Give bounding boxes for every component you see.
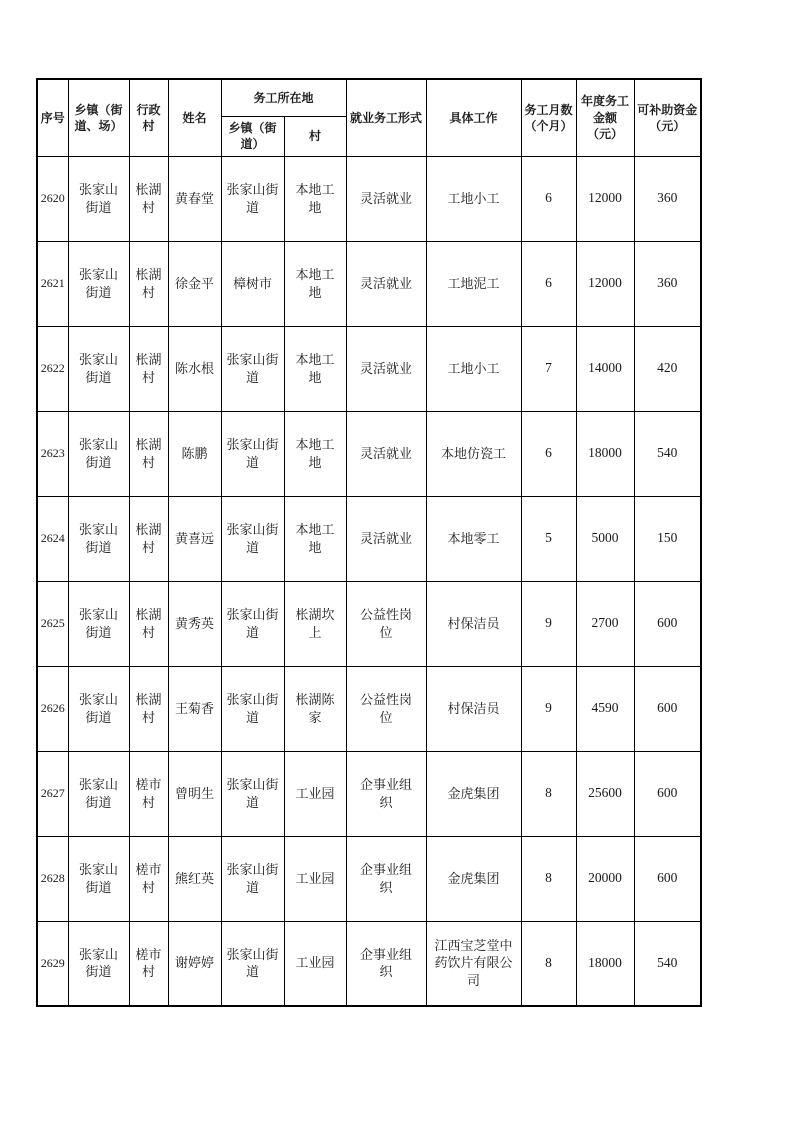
header-row-1 — [37, 79, 701, 116]
cell-town: 张家山街道 — [68, 751, 129, 836]
cell-village: 槎市村 — [129, 836, 168, 921]
cell-subsidy: 600 — [634, 751, 701, 836]
cell-amount: 18000 — [576, 921, 634, 1006]
cell-town: 张家山街道 — [68, 326, 129, 411]
cell-village: 枨湖村 — [129, 411, 168, 496]
cell-town: 张家山街道 — [68, 836, 129, 921]
cell-serial: 2622 — [37, 326, 68, 411]
cell-town: 张家山街道 — [68, 241, 129, 326]
cell-employment-form: 公益性岗位 — [346, 666, 426, 751]
cell-town: 张家山街道 — [68, 496, 129, 581]
cell-name: 陈鹏 — [168, 411, 221, 496]
table-row — [37, 411, 701, 496]
cell-serial: 2629 — [37, 921, 68, 1006]
cell-name: 曾明生 — [168, 751, 221, 836]
cell-serial: 2628 — [37, 836, 68, 921]
cell-village: 枨湖村 — [129, 581, 168, 666]
cell-name: 陈水根 — [168, 326, 221, 411]
cell-work-village: 工业园 — [284, 836, 346, 921]
cell-serial: 2624 — [37, 496, 68, 581]
cell-subsidy: 600 — [634, 836, 701, 921]
cell-employment-form: 企事业组织 — [346, 921, 426, 1006]
cell-serial: 2626 — [37, 666, 68, 751]
cell-serial: 2620 — [37, 156, 68, 241]
cell-town: 张家山街道 — [68, 581, 129, 666]
cell-job: 工地泥工 — [426, 241, 521, 326]
employment-subsidy-table — [36, 78, 702, 1007]
cell-amount: 14000 — [576, 326, 634, 411]
cell-name: 熊红英 — [168, 836, 221, 921]
table-row — [37, 836, 701, 921]
table-row — [37, 241, 701, 326]
cell-subsidy: 540 — [634, 411, 701, 496]
cell-job: 本地仿瓷工 — [426, 411, 521, 496]
cell-amount: 20000 — [576, 836, 634, 921]
cell-work-village: 枨湖陈家 — [284, 666, 346, 751]
cell-job: 村保洁员 — [426, 666, 521, 751]
cell-employment-form: 公益性岗位 — [346, 581, 426, 666]
cell-amount: 5000 — [576, 496, 634, 581]
cell-serial: 2625 — [37, 581, 68, 666]
cell-amount: 25600 — [576, 751, 634, 836]
cell-work-town: 张家山街道 — [221, 921, 284, 1006]
cell-months: 9 — [521, 581, 576, 666]
cell-village: 枨湖村 — [129, 326, 168, 411]
cell-subsidy: 360 — [634, 241, 701, 326]
header-months: 务工月数（个月） — [521, 79, 576, 156]
header-work-town: 乡镇（街道） — [221, 116, 284, 156]
cell-work-town: 张家山街道 — [221, 326, 284, 411]
header-employment-form: 就业务工形式 — [346, 79, 426, 156]
cell-months: 6 — [521, 411, 576, 496]
header-subsidy: 可补助资金（元） — [634, 79, 701, 156]
cell-work-town: 张家山街道 — [221, 581, 284, 666]
cell-job: 村保洁员 — [426, 581, 521, 666]
header-town: 乡镇（街道、场） — [68, 79, 129, 156]
cell-job: 工地小工 — [426, 156, 521, 241]
cell-employment-form: 灵活就业 — [346, 241, 426, 326]
cell-work-village: 工业园 — [284, 921, 346, 1006]
cell-employment-form: 灵活就业 — [346, 411, 426, 496]
cell-employment-form: 灵活就业 — [346, 326, 426, 411]
cell-work-village: 本地工地 — [284, 156, 346, 241]
cell-months: 6 — [521, 156, 576, 241]
cell-village: 枨湖村 — [129, 496, 168, 581]
cell-name: 黄秀英 — [168, 581, 221, 666]
table-row — [37, 156, 701, 241]
header-amount: 年度务工金额（元） — [576, 79, 634, 156]
cell-work-town: 张家山街道 — [221, 666, 284, 751]
table-row — [37, 326, 701, 411]
cell-amount: 4590 — [576, 666, 634, 751]
cell-work-town: 张家山街道 — [221, 496, 284, 581]
header-work-location-group: 务工所在地 — [221, 79, 346, 116]
cell-subsidy: 600 — [634, 666, 701, 751]
table-row — [37, 581, 701, 666]
cell-months: 6 — [521, 241, 576, 326]
cell-village: 槎市村 — [129, 751, 168, 836]
cell-village: 枨湖村 — [129, 156, 168, 241]
cell-name: 王菊香 — [168, 666, 221, 751]
cell-work-village: 工业园 — [284, 751, 346, 836]
table-row — [37, 751, 701, 836]
cell-village: 枨湖村 — [129, 241, 168, 326]
cell-amount: 12000 — [576, 156, 634, 241]
cell-job: 金虎集团 — [426, 836, 521, 921]
cell-name: 黄喜远 — [168, 496, 221, 581]
cell-subsidy: 540 — [634, 921, 701, 1006]
cell-town: 张家山街道 — [68, 921, 129, 1006]
cell-serial: 2621 — [37, 241, 68, 326]
cell-months: 8 — [521, 751, 576, 836]
cell-employment-form: 灵活就业 — [346, 156, 426, 241]
header-serial: 序号 — [37, 79, 68, 156]
cell-work-village: 枨湖坎上 — [284, 581, 346, 666]
header-job: 具体工作 — [426, 79, 521, 156]
cell-months: 7 — [521, 326, 576, 411]
cell-village: 枨湖村 — [129, 666, 168, 751]
cell-employment-form: 灵活就业 — [346, 496, 426, 581]
cell-name: 徐金平 — [168, 241, 221, 326]
cell-subsidy: 150 — [634, 496, 701, 581]
cell-serial: 2627 — [37, 751, 68, 836]
cell-town: 张家山街道 — [68, 156, 129, 241]
cell-work-village: 本地工地 — [284, 411, 346, 496]
cell-work-village: 本地工地 — [284, 241, 346, 326]
cell-town: 张家山街道 — [68, 411, 129, 496]
cell-work-village: 本地工地 — [284, 496, 346, 581]
cell-amount: 2700 — [576, 581, 634, 666]
header-name: 姓名 — [168, 79, 221, 156]
cell-months: 5 — [521, 496, 576, 581]
cell-employment-form: 企事业组织 — [346, 751, 426, 836]
cell-months: 9 — [521, 666, 576, 751]
cell-serial: 2623 — [37, 411, 68, 496]
cell-subsidy: 600 — [634, 581, 701, 666]
cell-amount: 12000 — [576, 241, 634, 326]
header-village: 行政村 — [129, 79, 168, 156]
cell-job: 江西宝芝堂中药饮片有限公司 — [426, 921, 521, 1006]
cell-name: 谢婷婷 — [168, 921, 221, 1006]
cell-job: 本地零工 — [426, 496, 521, 581]
table-row — [37, 496, 701, 581]
cell-employment-form: 企事业组织 — [346, 836, 426, 921]
table-header — [37, 79, 701, 156]
cell-work-town: 张家山街道 — [221, 836, 284, 921]
cell-subsidy: 360 — [634, 156, 701, 241]
cell-village: 槎市村 — [129, 921, 168, 1006]
cell-work-town: 张家山街道 — [221, 411, 284, 496]
cell-job: 工地小工 — [426, 326, 521, 411]
cell-work-town: 樟树市 — [221, 241, 284, 326]
cell-work-town: 张家山街道 — [221, 751, 284, 836]
cell-months: 8 — [521, 836, 576, 921]
cell-town: 张家山街道 — [68, 666, 129, 751]
cell-work-village: 本地工地 — [284, 326, 346, 411]
header-work-village: 村 — [284, 116, 346, 156]
cell-subsidy: 420 — [634, 326, 701, 411]
table-body — [37, 156, 701, 1006]
cell-name: 黄春堂 — [168, 156, 221, 241]
table-row — [37, 666, 701, 751]
cell-months: 8 — [521, 921, 576, 1006]
table-row — [37, 921, 701, 1006]
cell-job: 金虎集团 — [426, 751, 521, 836]
cell-work-town: 张家山街道 — [221, 156, 284, 241]
cell-amount: 18000 — [576, 411, 634, 496]
